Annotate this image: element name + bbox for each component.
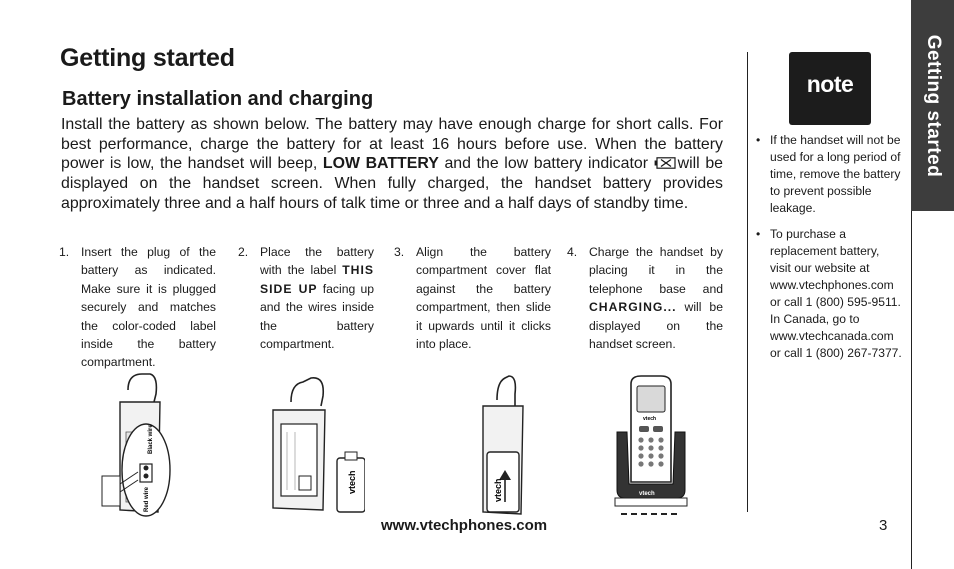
illustration-handset-base (611, 372, 691, 518)
footer-url[interactable]: www.vtechphones.com (381, 517, 548, 534)
page-title: Getting started (60, 44, 235, 72)
side-tab-rule (911, 211, 912, 569)
step-number: 3. (394, 245, 405, 259)
note-item: • To purchase a replacement battery, visit our website at www.vtechphones.com or call 1 (800) 595-9511. In Canada, go to www.vtechcanada.com or call 1 (800) 267-7377. (756, 226, 902, 362)
step-text: Insert the plug of the battery as indicated. Make sure it is plugged securely and matches the color-coded label inside the battery compartment. (81, 245, 216, 370)
intro-paragraph (61, 115, 723, 214)
low-battery-text: LOW BATTERY (322, 155, 439, 173)
note-label: note (806, 71, 854, 97)
intro-text-3: will be displayed on the handset screen. When fully charged, the handset battery provides approximately three and a half hours of talk time or three and a half days of standby time. (61, 155, 723, 212)
charging-text: CHARGING... (589, 300, 677, 315)
vertical-divider (747, 52, 748, 512)
note-list (756, 132, 902, 371)
low-battery-icon (654, 157, 676, 169)
note-badge (789, 52, 871, 125)
this-side-up-text: THIS SIDE UP (260, 263, 374, 296)
step-text (589, 243, 723, 353)
red-wire-label: Red wire (144, 486, 150, 512)
step-text-pre: Charge the handset by placing it in the telephone base and (589, 245, 723, 296)
side-tab (911, 0, 954, 211)
side-tab-label: Getting started (922, 34, 944, 178)
page-number: 3 (879, 517, 888, 534)
step-text-post: will be displayed on the handset screen. (589, 300, 723, 352)
step-text-post: facing up and the wires inside the battery compartment. (260, 281, 374, 352)
vtech-logo-handset: vtech (643, 416, 657, 422)
illustration-plug-battery (98, 372, 178, 518)
intro-text-1: Install the battery as shown below. The battery may have enough charge for short calls. For best performance, charge the battery for at least 16 hours before use. When the battery power is low, the handset will beep, (61, 116, 723, 173)
step-number: 2. (238, 245, 249, 259)
black-wire-label: Black wire (148, 424, 154, 454)
vtech-logo-base: vtech (639, 491, 655, 497)
illustration-close-cover (475, 372, 535, 518)
step-number: 1. (59, 245, 70, 259)
vtech-logo-battery-cover: vtech (347, 470, 357, 494)
section-title: Battery installation and charging (62, 88, 374, 110)
vtech-logo-cover: vtech (493, 478, 503, 502)
step-text: Align the battery compartment cover flat against the battery compartment, then slide it upwards until it clicks into place. (416, 245, 551, 352)
step-text (260, 243, 374, 353)
step-number: 4. (567, 245, 578, 259)
note-item: • If the handset will not be used for a long period of time, remove the battery to prevent possible leakage. (756, 132, 902, 217)
step-text-pre: Place the battery with the label (260, 245, 374, 278)
intro-text-2: and the low battery indicator (438, 155, 654, 173)
illustration-insert-battery (265, 372, 365, 518)
